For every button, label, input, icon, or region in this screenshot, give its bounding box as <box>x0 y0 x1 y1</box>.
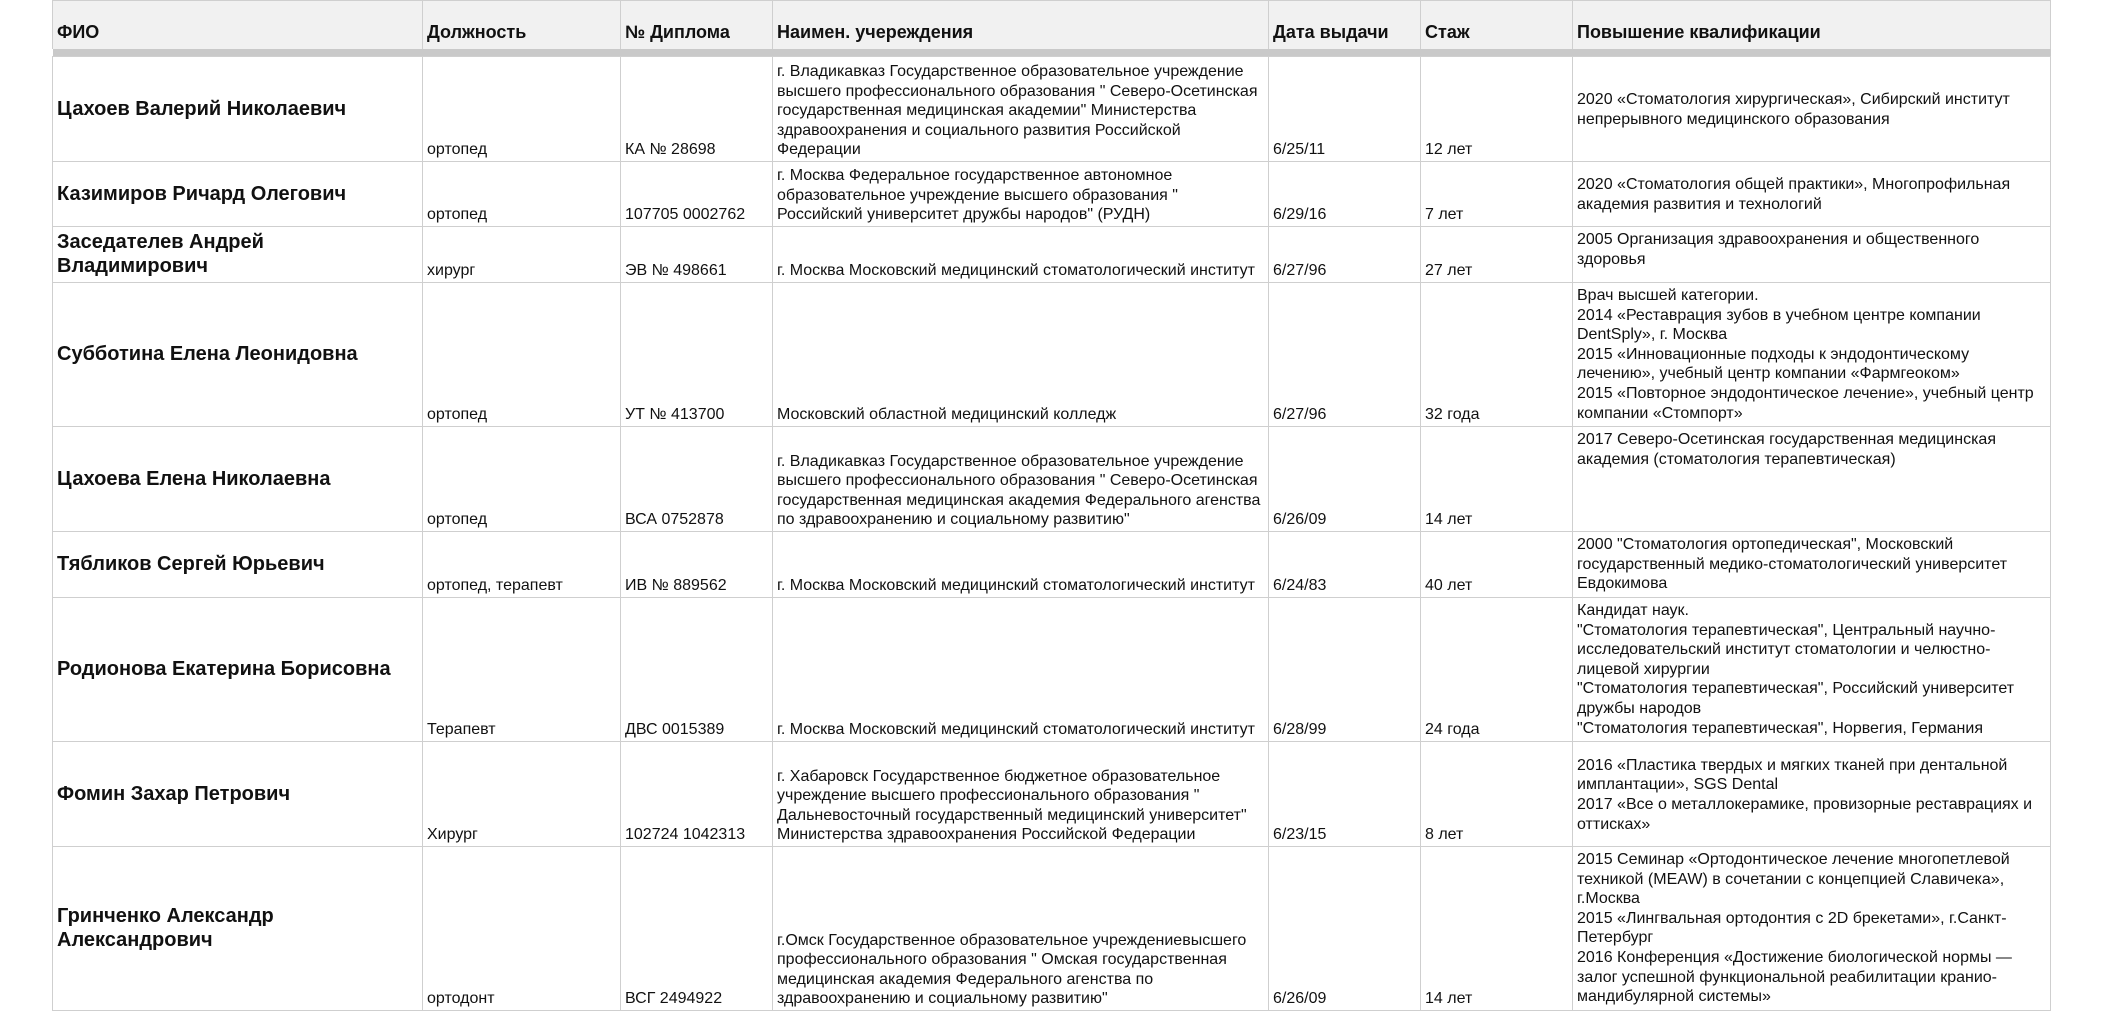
header-position[interactable]: Должность <box>423 1 621 50</box>
cell-diploma[interactable]: ДВС 0015389 <box>621 598 773 742</box>
cell-diploma[interactable]: УТ № 413700 <box>621 283 773 427</box>
cell-qualification[interactable]: 2015 Семинар «Ортодонтическое лечение многопетлевой техникой (MEAW) в сочетании с концепцией Славичека», г.Москва 2015 «Лингвальная ортодонтия с 2D брекетами», г.Санкт-Петербург 2016 Конференция «Достижение биологической нормы — залог успешной функциональной реабилитации кранио-мандибулярной системы» <box>1573 847 2051 1011</box>
cell-institution[interactable]: Московский областной медицинский колледж <box>773 283 1269 427</box>
header-institution[interactable]: Наимен. учереждения <box>773 1 1269 50</box>
cell-qualification[interactable]: 2017 Северо-Осетинская государственная медицинская академия (стоматология терапевтическая) <box>1573 427 2051 532</box>
table-row <box>53 162 2051 227</box>
cell-position[interactable]: ортопед <box>423 283 621 427</box>
cell-name[interactable]: Гринченко Александр Александрович <box>53 847 423 1011</box>
cell-experience[interactable]: 7 лет <box>1421 162 1573 227</box>
cell-institution[interactable]: г. Владикавказ Государственное образовательное учреждение высшего профессионального образования " Северо-Осетинская государственная медицинская академия Федерального агенства по здравоохранению и социальному развитию" <box>773 427 1269 532</box>
cell-diploma[interactable]: КА № 28698 <box>621 57 773 162</box>
cell-institution[interactable]: г. Москва Московский медицинский стоматологический институт <box>773 532 1269 598</box>
cell-name[interactable]: Тябликов Сергей Юрьевич <box>53 532 423 598</box>
cell-name[interactable]: Фомин Захар Петрович <box>53 742 423 847</box>
cell-diploma[interactable]: ИВ № 889562 <box>621 532 773 598</box>
cell-qualification[interactable]: 2016 «Пластика твердых и мягких тканей при дентальной имплантации», SGS Dental 2017 «Все о металлокерамике, провизорные реставрациях и оттисках» <box>1573 742 2051 847</box>
cell-date[interactable]: 6/28/99 <box>1269 598 1421 742</box>
cell-date[interactable]: 6/25/11 <box>1269 57 1421 162</box>
cell-diploma[interactable]: ВСГ 2494922 <box>621 847 773 1011</box>
cell-position[interactable]: ортопед <box>423 427 621 532</box>
cell-experience[interactable]: 32 года <box>1421 283 1573 427</box>
table-row <box>53 427 2051 532</box>
cell-experience[interactable]: 12 лет <box>1421 57 1573 162</box>
cell-date[interactable]: 6/23/15 <box>1269 742 1421 847</box>
cell-position[interactable]: хирург <box>423 227 621 283</box>
header-experience[interactable]: Стаж <box>1421 1 1573 50</box>
header-row <box>53 1 2051 50</box>
cell-date[interactable]: 6/27/96 <box>1269 227 1421 283</box>
table-row <box>53 227 2051 283</box>
cell-institution[interactable]: г. Москва Федеральное государственное автономное образовательное учреждение высшего образования " Российский университет дружбы народов" (РУДН) <box>773 162 1269 227</box>
cell-experience[interactable]: 24 года <box>1421 598 1573 742</box>
cell-institution[interactable]: г. Хабаровск Государственное бюджетное образовательное учреждение высшего профессионального образования " Дальневосточный государственный медицинский университет" Министерства здравоохранения Российской Федерации <box>773 742 1269 847</box>
header-fio[interactable]: ФИО <box>53 1 423 50</box>
table-row <box>53 598 2051 742</box>
cell-name[interactable]: Субботина Елена Леонидовна <box>53 283 423 427</box>
cell-date[interactable]: 6/29/16 <box>1269 162 1421 227</box>
cell-name[interactable]: Казимиров Ричард Олегович <box>53 162 423 227</box>
table-row <box>53 742 2051 847</box>
cell-name[interactable]: Родионова Екатерина Борисовна <box>53 598 423 742</box>
header-qualification[interactable]: Повышение квалификации <box>1573 1 2051 50</box>
cell-qualification[interactable]: 2005 Организация здравоохранения и общественного здоровья <box>1573 227 2051 283</box>
cell-qualification[interactable]: Врач высшей категории. 2014 «Реставрация зубов в учебном центре компании DentSply», г. Москва 2015 «Инновационные подходы к эндодонтическому лечению», учебный центр компании «Фармгеоком» 2015 «Повторное эндодонтическое лечение», учебный центр компании «Стомпорт» <box>1573 283 2051 427</box>
header-date[interactable]: Дата выдачи <box>1269 1 1421 50</box>
cell-qualification[interactable]: 2020 «Стоматология хирургическая», Сибирский институт непрерывного медицинского образования <box>1573 57 2051 162</box>
cell-position[interactable]: ортопед, терапевт <box>423 532 621 598</box>
cell-experience[interactable]: 40 лет <box>1421 532 1573 598</box>
cell-institution[interactable]: г. Владикавказ Государственное образовательное учреждение высшего профессионального образования " Северо-Осетинская государственная медицинская академии" Министерства здравоохранения и социального развития Российской Федерации <box>773 57 1269 162</box>
cell-position[interactable]: ортодонт <box>423 847 621 1011</box>
cell-name[interactable]: Цахоев Валерий Николаевич <box>53 57 423 162</box>
cell-experience[interactable]: 8 лет <box>1421 742 1573 847</box>
cell-diploma[interactable]: 102724 1042313 <box>621 742 773 847</box>
cell-qualification[interactable]: 2000 "Стоматология ортопедическая", Московский государственный медико-стоматологический университет Евдокимова <box>1573 532 2051 598</box>
cell-institution[interactable]: г. Москва Московский медицинский стоматологический институт <box>773 598 1269 742</box>
cell-experience[interactable]: 14 лет <box>1421 847 1573 1011</box>
cell-experience[interactable]: 27 лет <box>1421 227 1573 283</box>
cell-experience[interactable]: 14 лет <box>1421 427 1573 532</box>
left-margin <box>0 0 52 1007</box>
cell-diploma[interactable]: 107705 0002762 <box>621 162 773 227</box>
header-diploma[interactable]: № Диплома <box>621 1 773 50</box>
cell-position[interactable]: ортопед <box>423 162 621 227</box>
cell-position[interactable]: Хирург <box>423 742 621 847</box>
cell-date[interactable]: 6/26/09 <box>1269 847 1421 1011</box>
cell-date[interactable]: 6/24/83 <box>1269 532 1421 598</box>
cell-position[interactable]: Терапевт <box>423 598 621 742</box>
cell-qualification[interactable]: Кандидат наук. "Стоматология терапевтическая", Центральный научно-исследовательский институт стоматологии и челюстно-лицевой хирургии "Стоматология терапевтическая", Российский университет дружбы народов "Стоматология терапевтическая", Норвегия, Германия <box>1573 598 2051 742</box>
table-row <box>53 283 2051 427</box>
cell-institution[interactable]: г.Омск Государственное образовательное учреждениевысшего профессионального образования " Омская государственная медицинская академия Федерального агенства по здравоохранению и социальному развитию" <box>773 847 1269 1011</box>
cell-qualification[interactable]: 2020 «Стоматология общей практики», Многопрофильная академия развития и технологий <box>1573 162 2051 227</box>
cell-diploma[interactable]: ВСА 0752878 <box>621 427 773 532</box>
table-row <box>53 847 2051 1011</box>
cell-diploma[interactable]: ЭВ № 498661 <box>621 227 773 283</box>
cell-date[interactable]: 6/26/09 <box>1269 427 1421 532</box>
cell-date[interactable]: 6/27/96 <box>1269 283 1421 427</box>
cell-position[interactable]: ортопед <box>423 57 621 162</box>
table-row <box>53 57 2051 162</box>
frozen-row-divider[interactable] <box>53 49 2051 57</box>
table-row <box>53 532 2051 598</box>
staff-table <box>52 0 2051 1011</box>
cell-name[interactable]: Цахоева Елена Николаевна <box>53 427 423 532</box>
cell-name[interactable]: Заседателев Андрей Владимирович <box>53 227 423 283</box>
cell-institution[interactable]: г. Москва Московский медицинский стоматологический институт <box>773 227 1269 283</box>
